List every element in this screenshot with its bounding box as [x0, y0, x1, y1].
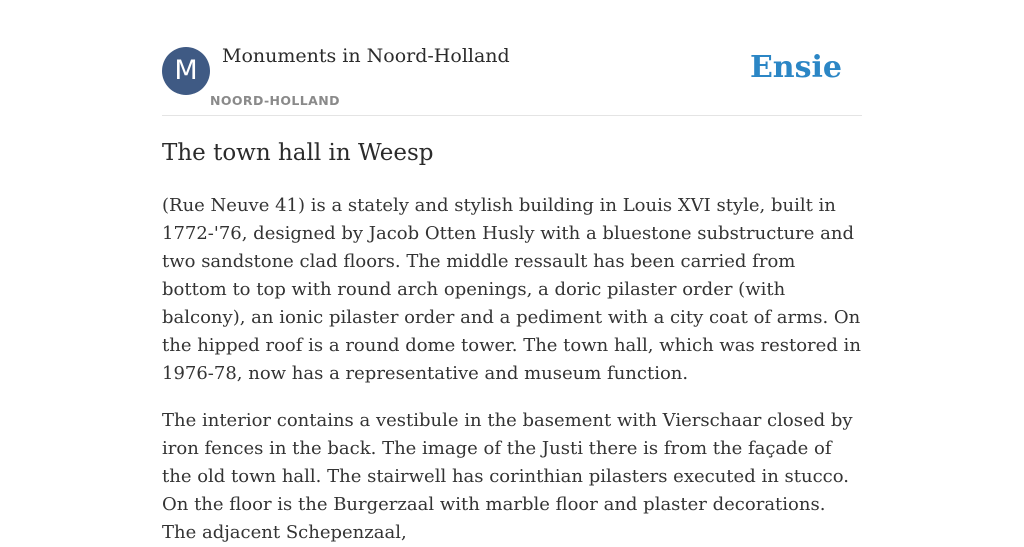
category-link[interactable]: NOORD-HOLLAND: [210, 93, 340, 108]
article-paragraph: The interior contains a vestibule in the basement with Vierschaar closed by iron fences in the back. The image of the Justi there is from the façade of the old town hall. The stairwell has corinthian pilasters executed in stucco. On the floor is the Burgerzaal with marble floor and plaster decorations. The adjacent Schepenzaal,: [162, 410, 853, 543]
topic-title-link[interactable]: Monuments in Noord-Holland: [222, 45, 510, 67]
content-column: [162, 0, 862, 543]
avatar[interactable]: M: [162, 47, 210, 95]
topic-header: [162, 0, 862, 116]
article-title: The town hall in Weesp: [162, 140, 434, 166]
article-paragraph: (Rue Neuve 41) is a stately and stylish building in Louis XVI style, built in 1772-'76, designed by Jacob Otten Husly with a bluestone substructure and two sandstone clad floors. The middle ressault has been carried from bottom to top with round arch openings, a doric pilaster order (with balcony), an ionic pilaster order and a pediment with a city coat of arms. On the hipped roof is a round dome tower. The town hall, which was restored in 1976-78, now has a representative and museum function.: [162, 195, 861, 384]
ensie-logo[interactable]: Ensie: [749, 50, 842, 85]
